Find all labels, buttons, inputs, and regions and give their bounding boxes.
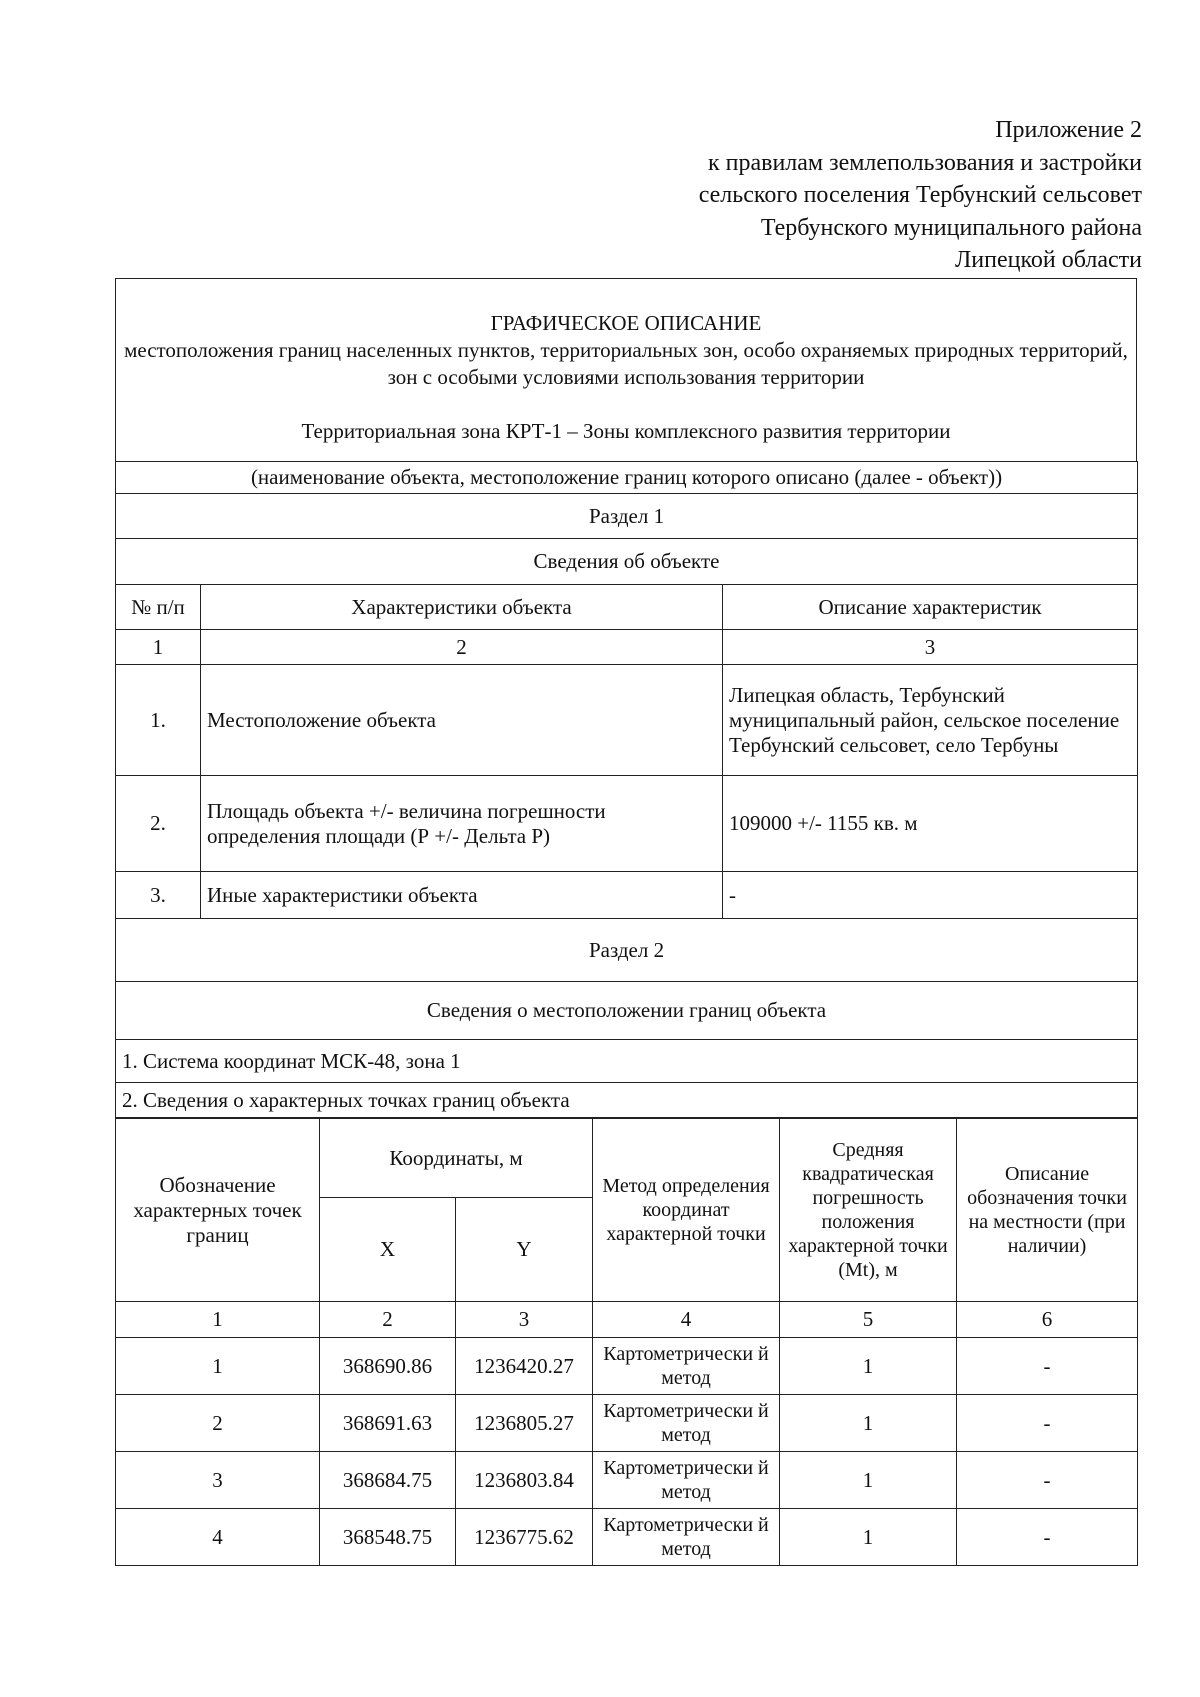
point-description: - bbox=[957, 1509, 1138, 1566]
point-x: 368548.75 bbox=[320, 1509, 456, 1566]
point-method: Картометрически й метод bbox=[593, 1338, 780, 1395]
row-value: - bbox=[723, 872, 1138, 919]
point-id: 1 bbox=[116, 1338, 320, 1395]
section1-subtitle: Сведения об объекте bbox=[116, 539, 1138, 585]
header-x: X bbox=[320, 1198, 456, 1302]
header-line: сельского поселения Тербунский сельсовет bbox=[698, 182, 1142, 208]
point-x: 368690.86 bbox=[320, 1338, 456, 1395]
table-row bbox=[116, 1452, 1138, 1509]
intro-block bbox=[115, 278, 1137, 462]
table-row bbox=[116, 776, 1138, 872]
header-line: Липецкой области bbox=[955, 247, 1142, 273]
row-value: Липецкая область, Тербунский муниципальный район, сельское поселение Тербунский сельсовет, село Тербуны bbox=[723, 665, 1138, 776]
point-x: 368691.63 bbox=[320, 1395, 456, 1452]
point-y: 1236805.27 bbox=[456, 1395, 593, 1452]
header-line: к правилам землепользования и застройки bbox=[707, 149, 1142, 176]
points-title: 2. Сведения о характерных точках границ объекта bbox=[116, 1083, 1138, 1118]
point-mt: 1 bbox=[780, 1452, 957, 1509]
header-description: Описание характеристик bbox=[723, 585, 1138, 630]
section2-title: Раздел 2 bbox=[116, 919, 1138, 982]
header-designation: Обозначение характерных точек границ bbox=[116, 1119, 320, 1302]
row-name: Иные характеристики объекта bbox=[201, 872, 723, 919]
appendix-header bbox=[699, 114, 1142, 277]
points-table bbox=[115, 1118, 1138, 1566]
point-y: 1236803.84 bbox=[456, 1452, 593, 1509]
point-y: 1236420.27 bbox=[456, 1338, 593, 1395]
section1-table bbox=[115, 461, 1138, 1118]
header-line: Тербунского муниципального района bbox=[760, 214, 1142, 241]
document-title: ГРАФИЧЕСКОЕ ОПИСАНИЕ bbox=[490, 311, 762, 335]
document-subtitle: местоположения границ населенных пунктов, территориальных зон, особо охраняемых природных территорий, зон с особыми условиями использования территории bbox=[124, 338, 1128, 389]
col-number: 3 bbox=[456, 1302, 593, 1338]
col-number: 1 bbox=[116, 1302, 320, 1338]
table-row bbox=[116, 1395, 1138, 1452]
point-description: - bbox=[957, 1395, 1138, 1452]
header-y: Y bbox=[456, 1198, 593, 1302]
col-number: 2 bbox=[320, 1302, 456, 1338]
point-method: Картометрически й метод bbox=[593, 1509, 780, 1566]
table-row bbox=[116, 1338, 1138, 1395]
row-name: Местоположение объекта bbox=[201, 665, 723, 776]
point-id: 3 bbox=[116, 1452, 320, 1509]
col-number: 6 bbox=[957, 1302, 1138, 1338]
header-accuracy: Средняя квадратическая погрешность положения характерной точки (Mt), м bbox=[780, 1119, 957, 1302]
zone-name: Территориальная зона КРТ-1 – Зоны комплексного развития территории bbox=[301, 419, 951, 443]
point-x: 368684.75 bbox=[320, 1452, 456, 1509]
point-description: - bbox=[957, 1452, 1138, 1509]
point-mt: 1 bbox=[780, 1509, 957, 1566]
point-id: 4 bbox=[116, 1509, 320, 1566]
row-number: 2. bbox=[116, 776, 201, 872]
point-method: Картометрически й метод bbox=[593, 1395, 780, 1452]
header-characteristics: Характеристики объекта bbox=[201, 585, 723, 630]
col-number: 4 bbox=[593, 1302, 780, 1338]
point-method: Картометрически й метод bbox=[593, 1452, 780, 1509]
point-mt: 1 bbox=[780, 1395, 957, 1452]
header-point-description: Описание обозначения точки на местности (при наличии) bbox=[957, 1119, 1138, 1302]
col-number: 5 bbox=[780, 1302, 957, 1338]
col-number: 2 bbox=[201, 630, 723, 665]
object-caption: (наименование объекта, местоположение границ которого описано (далее - объект)) bbox=[116, 462, 1138, 494]
header-coords: Координаты, м bbox=[320, 1119, 593, 1198]
header-line: Приложение 2 bbox=[995, 117, 1142, 143]
table-row bbox=[116, 1509, 1138, 1566]
point-description: - bbox=[957, 1338, 1138, 1395]
col-number: 3 bbox=[723, 630, 1138, 665]
section2-subtitle: Сведения о местоположении границ объекта bbox=[116, 982, 1138, 1040]
point-id: 2 bbox=[116, 1395, 320, 1452]
point-y: 1236775.62 bbox=[456, 1509, 593, 1566]
row-name: Площадь объекта +/- величина погрешности определения площади (Р +/- Дельта Р) bbox=[201, 776, 723, 872]
col-number: 1 bbox=[116, 630, 201, 665]
row-number: 1. bbox=[116, 665, 201, 776]
header-method: Метод определения координат характерной точки bbox=[593, 1119, 780, 1302]
section1-title: Раздел 1 bbox=[116, 494, 1138, 539]
header-number: № п/п bbox=[116, 585, 201, 630]
table-row bbox=[116, 665, 1138, 776]
coordinate-system: 1. Система координат МСК-48, зона 1 bbox=[116, 1040, 1138, 1083]
row-number: 3. bbox=[116, 872, 201, 919]
table-row bbox=[116, 872, 1138, 919]
point-mt: 1 bbox=[780, 1338, 957, 1395]
row-value: 109000 +/- 1155 кв. м bbox=[723, 776, 1138, 872]
